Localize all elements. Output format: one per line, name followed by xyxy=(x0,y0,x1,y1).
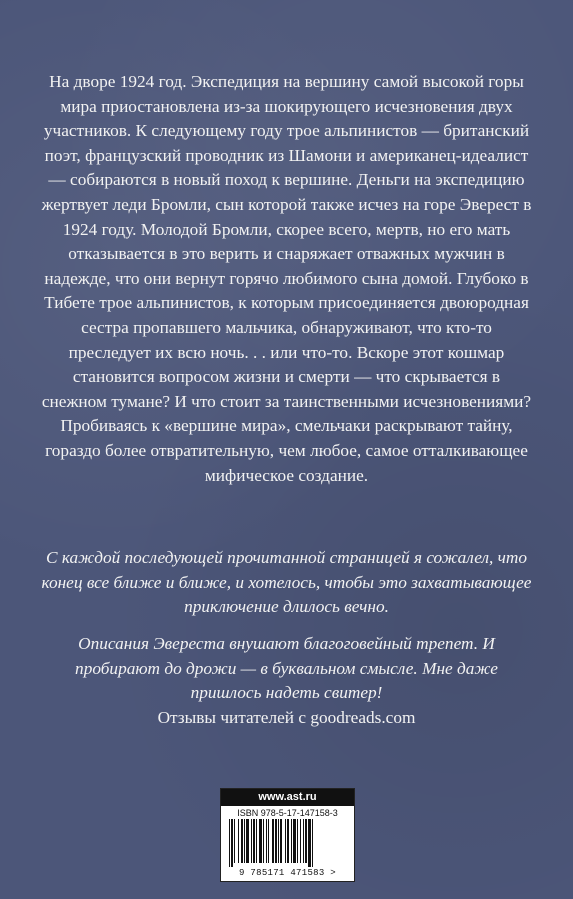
isbn-label: ISBN 978-5-17-147158-3 xyxy=(237,808,338,818)
barcode-block xyxy=(220,788,355,882)
barcode-digits: 9 785171 471583 > xyxy=(239,868,336,878)
blurb-text: На дворе 1924 год. Экспедиция на вершину самой высокой горы мира приостановлена из-за шокирующего исчезновения двух участников. К следующему году трое альпинистов — британский поэт, французский проводник из Шамони и американец-идеалист — собираются в новый поход к вершине. Деньги на экспедицию жертвует леди Бромли, сын которой также исчез на горе Эверест в 1924 году. Молодой Бромли, скорее всего, мертв, но его мать отказывается в это верить и снаряжает отважных мужчин в надежде, что они вернут горячо любимого сына домой. Глубоко в Тибете трое альпинистов, к которым присоединяется двоюродная сестра пропавшего мальчика, обнаруживают, что кто-то преследует их всю ночь. . . или что-то. Вскоре этот кошмар становится вопросом жизни и смерти — что скрывается в снежном тумане? И что стоит за таинственными исчезновениями? Пробиваясь к «вершине мира», смельчаки раскрывают тайну, гораздо более отвратительную, чем любое, самое отталкивающее мифическое создание. xyxy=(41,72,532,485)
publisher-site: www.ast.ru xyxy=(221,789,354,806)
barcode-bars xyxy=(227,819,348,867)
reader-quote-2-block xyxy=(40,632,533,730)
reader-quote-2: Описания Эвереста внушают благоговейный трепет. И пробирают до дрожи — в буквальном смысле. Мне даже пришлось надеть свитер! xyxy=(75,634,498,703)
quote-source: Отзывы читателей с goodreads.com xyxy=(157,707,416,727)
reader-quote-1: С каждой последующей прочитанной страницей я сожалел, что конец все ближе и ближе, и хотелось, чтобы это захватывающее приключение длилось вечно. xyxy=(41,548,532,617)
